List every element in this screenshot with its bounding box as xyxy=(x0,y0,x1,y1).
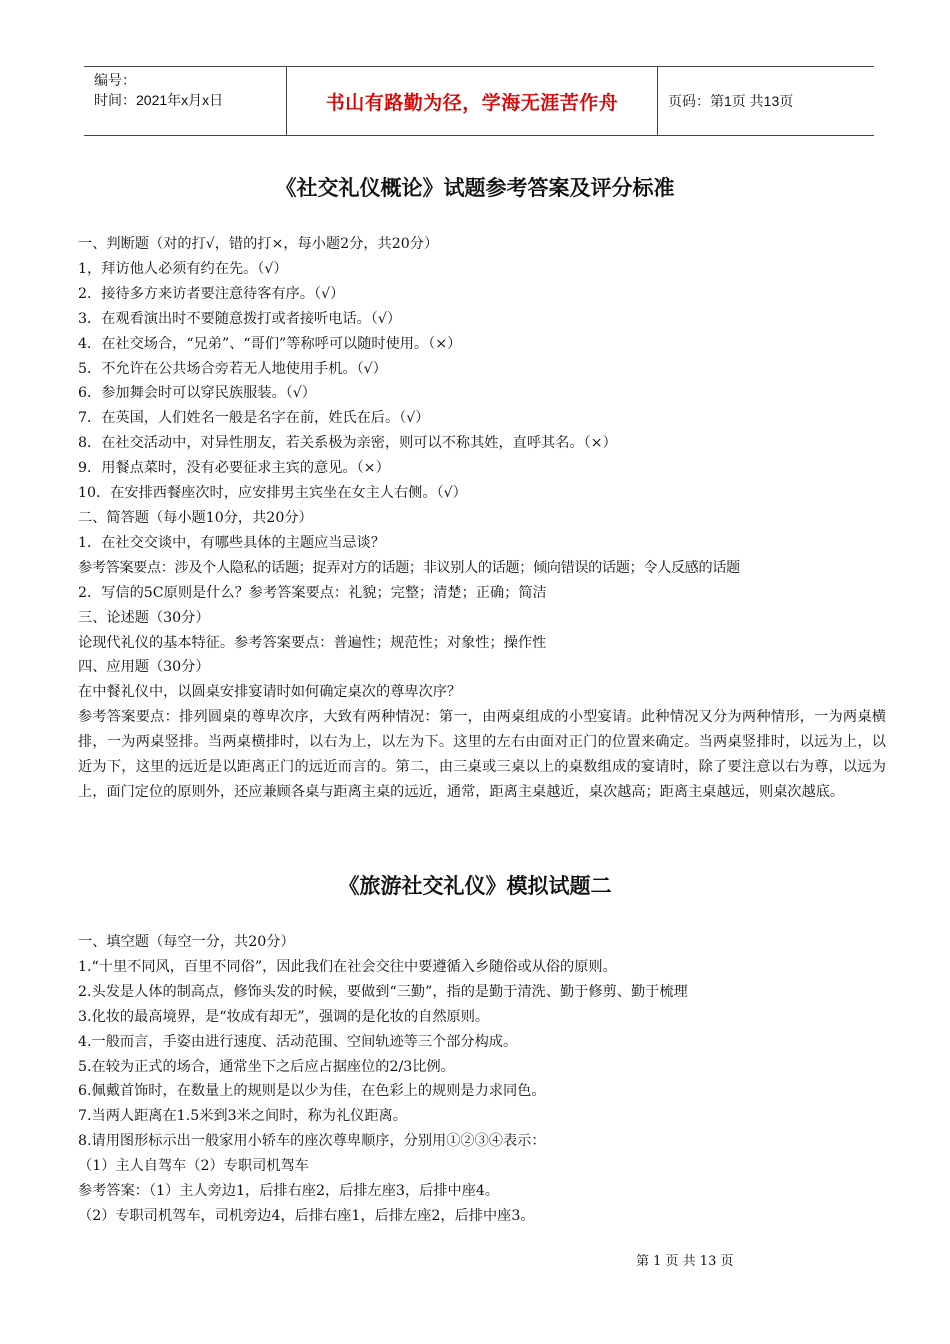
doc1-line: 参考答案要点：涉及个人隐私的话题；捉弄对方的话题；非议别人的话题；倾向错误的话题；令人反感的话题 xyxy=(78,559,740,576)
page-info-text: 页码：第1页 共13页 xyxy=(668,93,794,109)
doc1-answer-paragraph: 参考答案要点：排列圆桌的尊卑次序，大致有两种情况：第一，由两桌组成的小型宴请。此种情况又分为两种情形，一为两桌横排，一为两桌竖排。当两桌横排时，以右为上，以左为下。这里的左右由面对正门的位置来确定。当两桌竖排时，以远为上，以近为下，这里的远近是以距离正门的远近而言的。第二，由三桌或三桌以上的桌数组成的宴请时，除了要注意以右为尊，以远为上，面门定位的原则外，还应兼顾各桌与距离主桌的远近，通常，距离主桌越近，桌次越高；距离主桌越远，则桌次越底。 xyxy=(78,709,886,800)
doc1-line: 7．在英国，人们姓名一般是名字在前，姓氏在后。（√） xyxy=(78,410,430,427)
doc1-line: 1，拜访他人必须有约在先。（√） xyxy=(78,260,288,277)
doc1-body xyxy=(78,232,886,805)
doc1-line: 4．在社交场合，“兄弟”、“哥们”等称呼可以随时使用。（×） xyxy=(78,335,462,352)
doc2-line: 4.一般而言，手姿由进行速度、活动范围、空间轨迹等三个部分构成。 xyxy=(78,1033,518,1050)
doc2-line: 2.头发是人体的制高点，修饰头发的时候，要做到“三勤”，指的是勤于清洗、勤于修剪、勤于梳理 xyxy=(78,983,688,1000)
doc1-line: 在中餐礼仪中，以圆桌安排宴请时如何确定桌次的尊卑次序？ xyxy=(78,684,462,701)
doc2-body xyxy=(78,930,886,1229)
doc1-line: 9．用餐点菜时，没有必要征求主宾的意见。（×） xyxy=(78,460,390,477)
doc2-line: 5.在较为正式的场合，通常坐下之后应占据座位的2/3比例。 xyxy=(78,1058,455,1075)
doc1-line: 二、简答题（每小题10分，共20分） xyxy=(78,509,313,526)
header-table xyxy=(84,66,874,136)
page-footer: 第 1 页 共 13 页 xyxy=(636,1254,734,1269)
doc1-line: 论现代礼仪的基本特征。参考答案要点：普遍性；规范性；对象性；操作性 xyxy=(78,634,547,651)
doc2-title: 《旅游社交礼仪》模拟试题二 xyxy=(338,874,612,898)
doc1-line: 6．参加舞会时可以穿民族服装。（√） xyxy=(78,385,316,402)
doc2-line: 7.当两人距离在1.5米到3米之间时，称为礼仪距离。 xyxy=(78,1108,407,1125)
doc1-line: 2．写信的5C原则是什么？参考答案要点：礼貌；完整；清楚；正确；简洁 xyxy=(78,584,547,601)
doc2-line: （1）主人自驾车（2）专职司机驾车 xyxy=(78,1158,309,1175)
doc1-line: 3．在观看演出时不要随意拨打或者接听电话。（√） xyxy=(78,310,402,327)
doc1-line: 三、论述题（30分） xyxy=(78,609,210,626)
doc1-line: 四、应用题（30分） xyxy=(78,659,210,676)
doc2-line: 1.“十里不同风，百里不同俗”，因此我们在社会交往中要遵循入乡随俗或从俗的原则。 xyxy=(78,958,617,975)
doc1-line: 10．在安排西餐座次时，应安排男主宾坐在女主人右侧。（√） xyxy=(78,485,467,502)
doc2-line: 一、填空题（每空一分，共20分） xyxy=(78,934,295,950)
doc1-title: 《社交礼仪概论》试题参考答案及评分标准 xyxy=(275,176,675,200)
doc1-line: 一、判断题（对的打√，错的打×，每小题2分，共20分） xyxy=(78,236,439,252)
doc2-line: （2）专职司机驾车，司机旁边4，后排右座1，后排左座2，后排中座3。 xyxy=(78,1207,535,1224)
serial-label: 编号： xyxy=(94,72,136,88)
header-motto xyxy=(286,67,658,135)
doc1-line: 1．在社交交谈中，有哪些具体的主题应当忌谈？ xyxy=(78,534,385,551)
doc2-line: 参考答案：（1）主人旁边1，后排右座2，后排左座3，后排中座4。 xyxy=(78,1183,500,1200)
time-label: 时间：2021年x月x日 xyxy=(94,92,224,108)
doc1-line: 5．不允许在公共场合旁若无人地使用手机。（√） xyxy=(78,360,387,377)
doc1-line: 8．在社交活动中，对异性朋友，若关系极为亲密，则可以不称其姓，直呼其名。（×） xyxy=(78,435,617,452)
doc2-line: 6.佩戴首饰时，在数量上的规则是以少为佳，在色彩上的规则是力求同色。 xyxy=(78,1083,546,1100)
doc2-line: 8.请用图形标示出一般家用小轿车的座次尊卑顺序，分别用①②③④表示： xyxy=(78,1133,546,1150)
motto-text: 书山有路勤为径，学海无涯苦作舟 xyxy=(325,91,619,114)
doc1-line: 2．接待多方来访者要注意待客有序。（√） xyxy=(78,285,345,302)
header-meta xyxy=(84,67,286,135)
header-page-info xyxy=(658,67,874,135)
doc2-line: 3.化妆的最高境界，是“妆成有却无”，强调的是化妆的自然原则。 xyxy=(78,1008,490,1025)
